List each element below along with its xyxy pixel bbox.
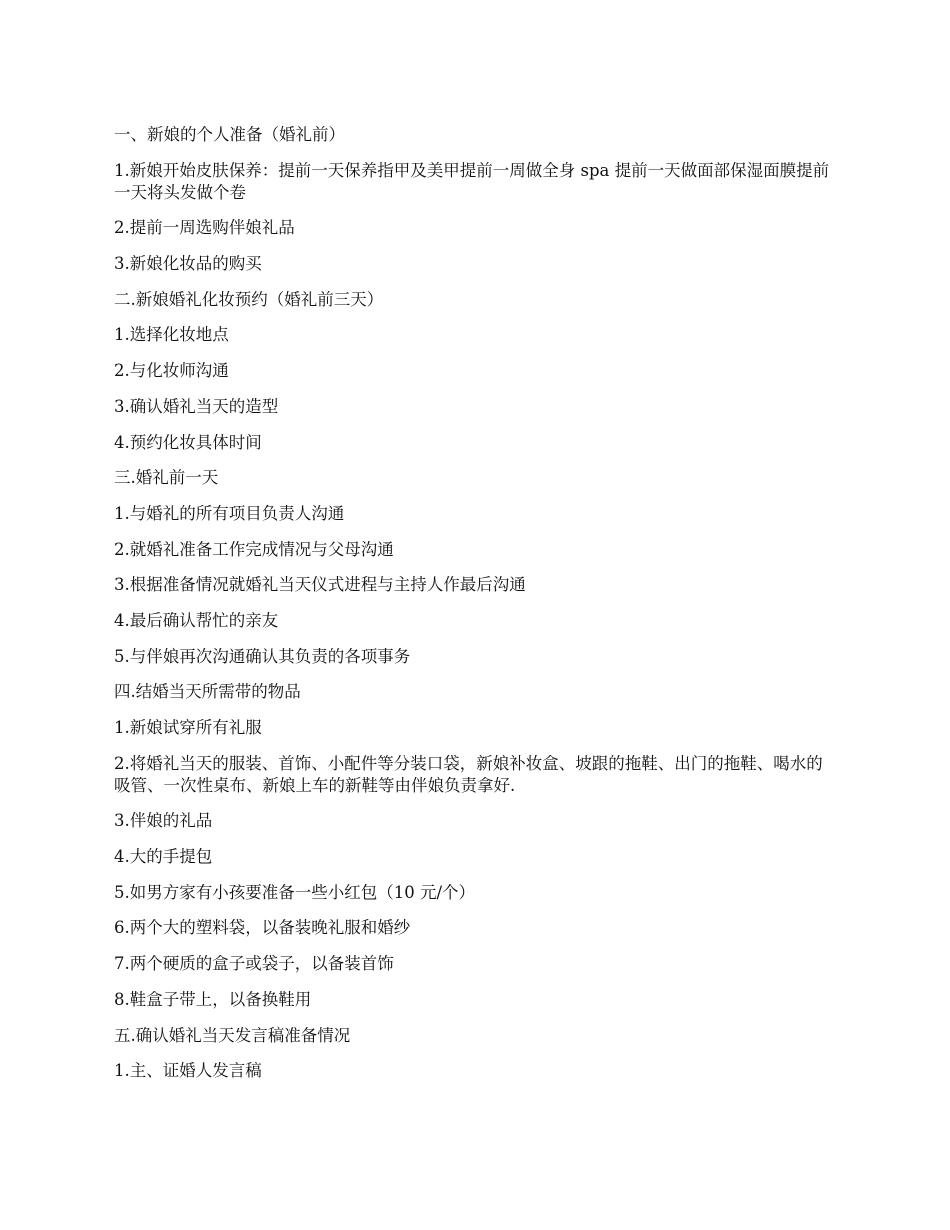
section-heading-4: 四.结婚当天所需带的物品	[114, 682, 301, 702]
paragraph-item: 1.选择化妆地点	[114, 325, 229, 345]
paragraph-item: 8.鞋盒子带上，以备换鞋用	[114, 989, 312, 1009]
paragraph-item: 2.将婚礼当天的服装、首饰、小配件等分装口袋，新娘补妆盒、坡跟的拖鞋、出门的拖鞋、喝水的吸管、一次性桌布、新娘上车的新鞋等由伴娘负责拿好.	[114, 753, 823, 795]
section-heading-5: 五.确认婚礼当天发言稿准备情况	[114, 1025, 351, 1045]
paragraph-item: 2.就婚礼准备工作完成情况与父母沟通	[114, 539, 394, 559]
paragraph-item: 1.与婚礼的所有项目负责人沟通	[114, 503, 345, 523]
paragraph-item: 3.确认婚礼当天的造型	[114, 396, 279, 416]
paragraph-item: 1.新娘试穿所有礼服	[114, 718, 262, 737]
paragraph-item: 2.与化妆师沟通	[114, 361, 229, 381]
paragraph-item: 4.预约化妆具体时间	[114, 432, 262, 452]
paragraph-item: 5.如男方家有小孩要准备一些小红包（10 元/个）	[114, 882, 476, 902]
paragraph-item: 3.伴娘的礼品	[114, 811, 213, 831]
paragraph-item: 3.新娘化妆品的购买	[114, 254, 262, 274]
paragraph-item: 4.最后确认帮忙的亲友	[114, 610, 279, 630]
paragraph-item: 3.根据准备情况就婚礼当天仪式进程与主持人作最后沟通	[114, 575, 526, 595]
paragraph-item: 7.两个硬质的盒子或袋子，以备装首饰	[114, 954, 394, 974]
section-heading-1: 一、新娘的个人准备（婚礼前）	[114, 125, 345, 144]
paragraph-item: 6.两个大的塑料袋，以备装晚礼服和婚纱	[114, 918, 411, 938]
section-heading-3: 三.婚礼前一天	[114, 468, 219, 488]
section-heading-2: 二.新娘婚礼化妆预约（婚礼前三天）	[114, 289, 384, 309]
paragraph-item: 1.新娘开始皮肤保养：提前一天保养指甲及美甲提前一周做全身 spa 提前一天做面部保湿面膜提前一天将头发做个卷	[114, 160, 830, 202]
paragraph-item: 5.与伴娘再次沟通确认其负责的各项事务	[114, 646, 411, 666]
paragraph-item: 2.提前一周选购伴娘礼品	[114, 218, 295, 238]
paragraph-item: 1.主、证婚人发言稿	[114, 1061, 262, 1081]
document-body	[114, 124, 836, 1096]
paragraph-item: 4.大的手提包	[114, 847, 213, 867]
